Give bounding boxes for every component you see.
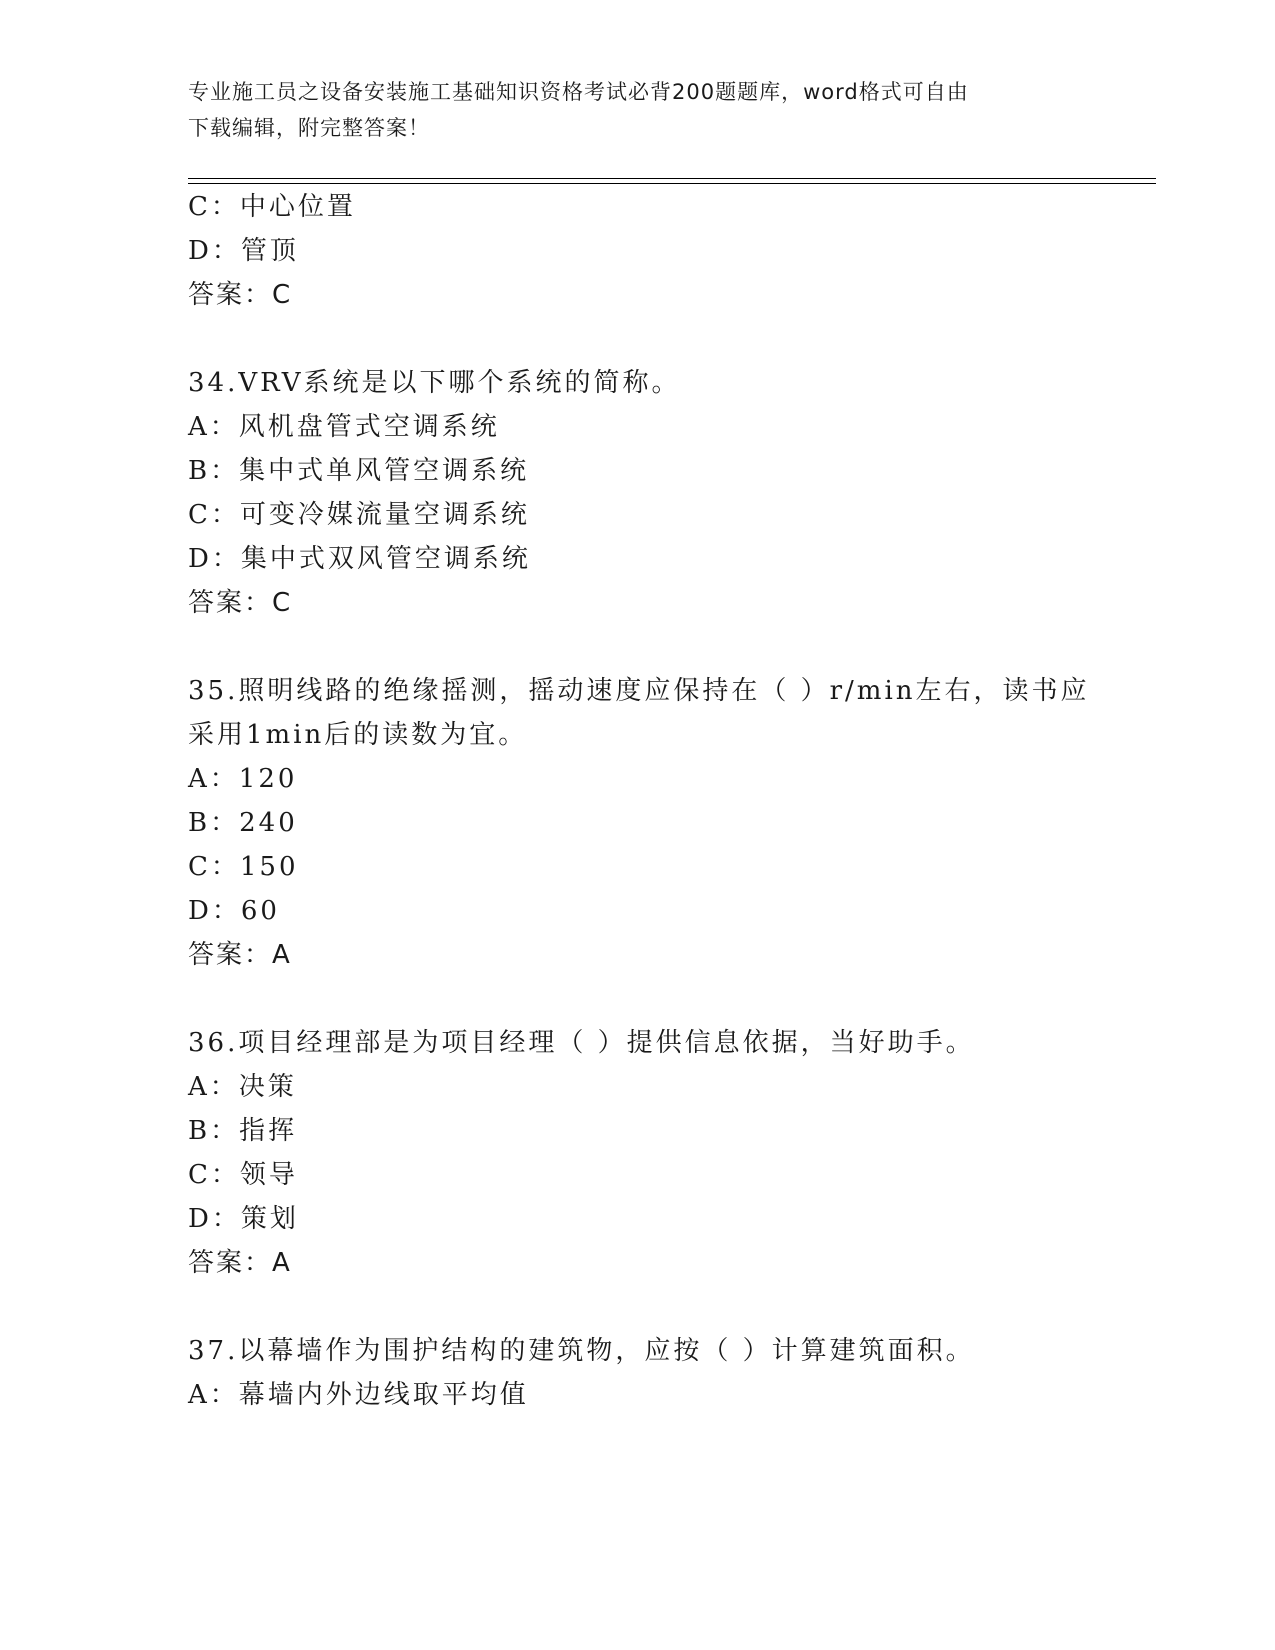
q35-answer: 答案：A (188, 940, 292, 970)
q35-option-c: C：150 (188, 852, 299, 882)
q36-option-c: C：领导 (188, 1160, 298, 1190)
q37-option-a: A：幕墙内外边线取平均值 (188, 1380, 529, 1410)
q35-stem-line-1: 35.照明线路的绝缘摇测，摇动速度应保持在（ ）r/min左右，读书应 (188, 676, 1090, 706)
q37-stem: 37.以幕墙作为围护结构的建筑物，应按（ ）计算建筑面积。 (188, 1336, 975, 1366)
header-line-1: 专业施工员之设备安装施工基础知识资格考试必背200题题库，word格式可自由 (188, 80, 969, 104)
q35-option-a: A：120 (188, 764, 298, 794)
q35-stem-line-2: 采用1min后的读数为宜。 (188, 720, 528, 750)
q36-stem: 36.项目经理部是为项目经理（ ）提供信息依据，当好助手。 (188, 1028, 975, 1058)
q34-option-d: D：集中式双风管空调系统 (188, 544, 531, 574)
prev-answer: 答案：C (188, 280, 293, 310)
q36-option-d: D：策划 (188, 1204, 299, 1234)
q34-answer: 答案：C (188, 588, 293, 618)
header-divider-bottom (188, 183, 1156, 184)
q35-option-b: B：240 (188, 808, 298, 838)
prev-option-d: D：管顶 (188, 236, 299, 266)
q36-option-b: B：指挥 (188, 1116, 298, 1146)
q34-option-c: C：可变冷媒流量空调系统 (188, 500, 530, 530)
prev-option-c: C：中心位置 (188, 192, 356, 222)
document-header (188, 74, 1088, 146)
q34-option-a: A：风机盘管式空调系统 (188, 412, 500, 442)
q35-option-d: D：60 (188, 896, 280, 926)
q36-option-a: A：决策 (188, 1072, 297, 1102)
header-line-2: 下载编辑，附完整答案！ (188, 116, 430, 140)
q34-option-b: B：集中式单风管空调系统 (188, 456, 530, 486)
q36-answer: 答案：A (188, 1248, 292, 1278)
q34-stem: 34.VRV系统是以下哪个系统的简称。 (188, 368, 681, 398)
header-divider-top (188, 178, 1156, 179)
